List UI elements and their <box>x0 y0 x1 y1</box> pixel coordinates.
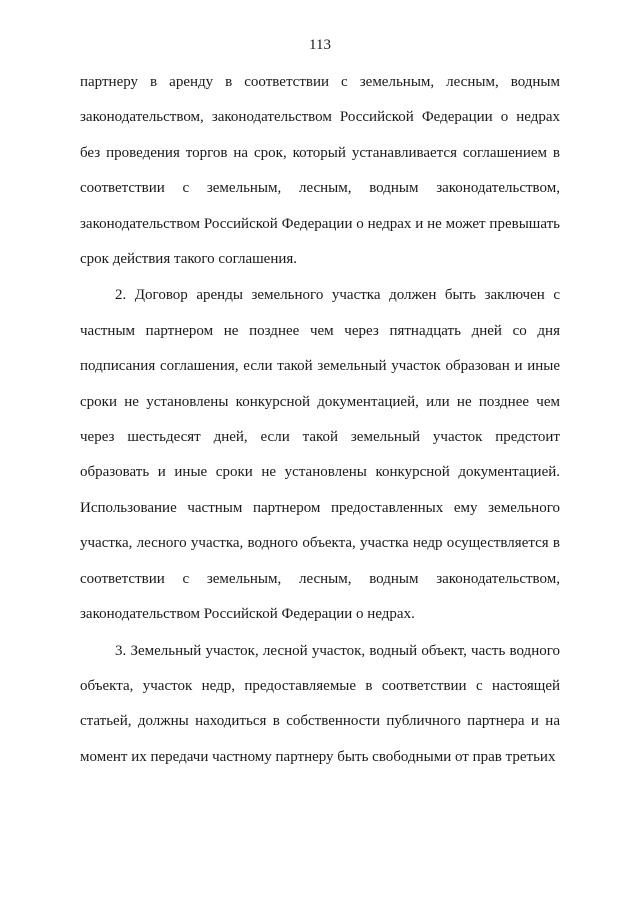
page-number: 113 <box>309 37 331 53</box>
document-body <box>80 65 560 775</box>
paragraph-3: 3. Земельный участок, лесной участок, водный объект, часть водного объекта, участок недр, предоставляемые в соответствии с настоящей статьей, должны находиться в собственности публичного партнера и на момент их передачи частному партнеру быть свободными от прав третьих <box>80 642 560 765</box>
paragraph-2: 2. Договор аренды земельного участка должен быть заключен с частным партнером не позднее чем через пятнадцать дней со дня подписания соглашения, если такой земельный участок образован и иные сроки не установлены конкурсной документацией, или не позднее чем через шестьдесят дней, если такой земельный участок предстоит образовать и иные сроки не установлены конкурсной документацией. Использование частным партнером предоставленных ему земельного участка, лесного участка, водного объекта, участка недр осуществляется в соответствии с земельным, лесным, водным законодательством, законодательством Российской Федерации о недрах. <box>80 287 560 623</box>
paragraph-continuation: партнеру в аренду в соответствии с земельным, лесным, водным законодательством, законодательством Российской Федерации о недрах без проведения торгов на срок, который устанавливается соглашением в соответствии с земельным, лесным, водным законодательством, законодательством Российской Федерации о недрах и не может превышать срок действия такого соглашения. <box>80 74 560 268</box>
